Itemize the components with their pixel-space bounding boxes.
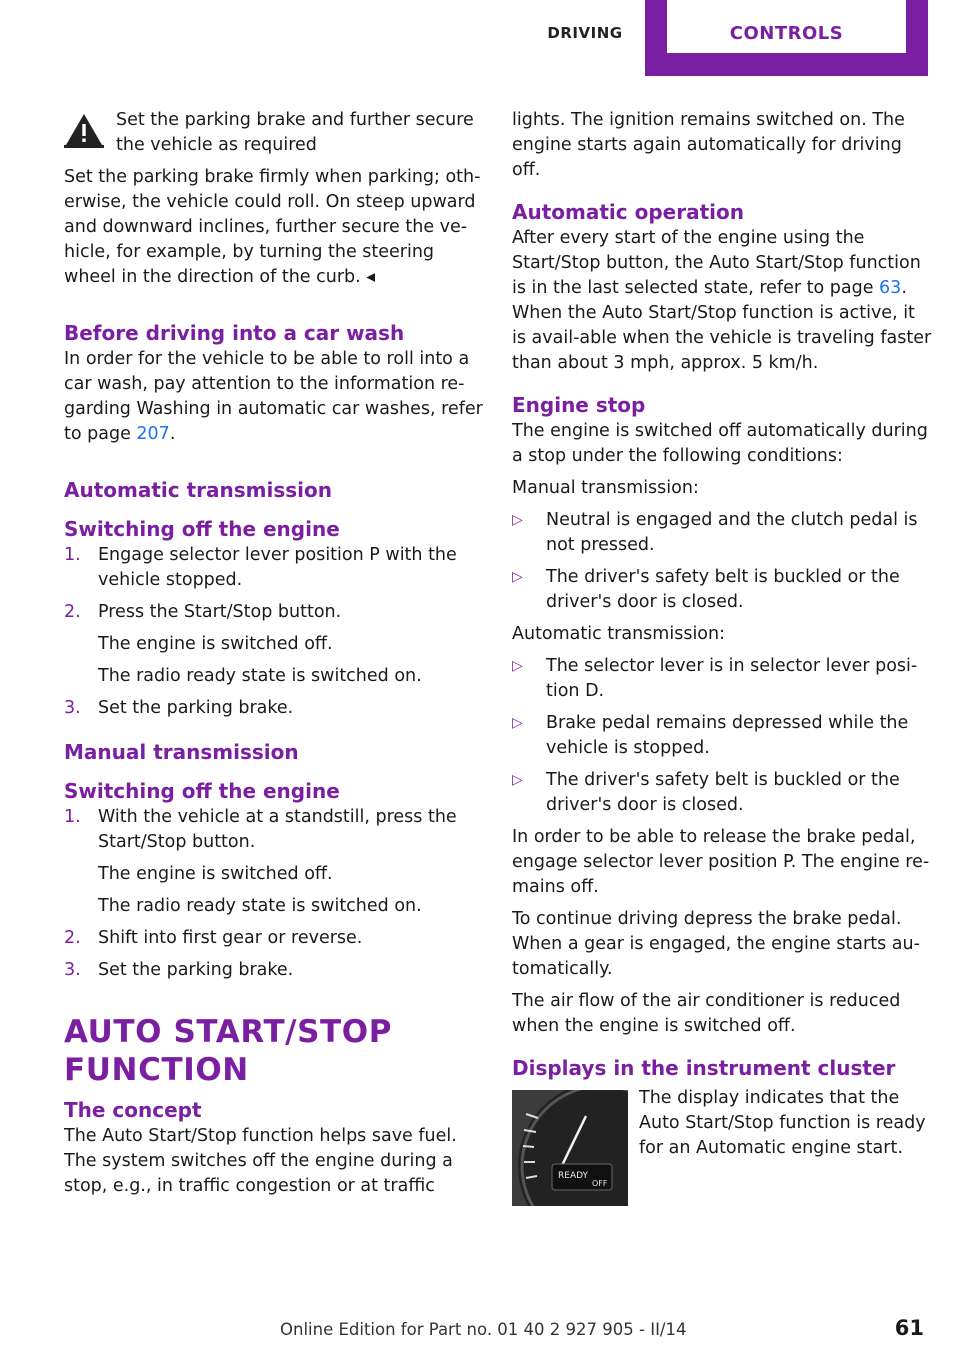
car-wash-text-end: . [169, 424, 176, 444]
manual-conditions-list [512, 508, 932, 615]
condition-text: The driver's safety belt is buckled or the driver's door is closed. [546, 770, 900, 815]
step-subtext: The engine is switched off. [98, 634, 333, 654]
concept-paragraph: The Auto Start/Stop function helps save fuel. The system switches off the engine during a stop, e.g., in traffic congestion or at traffic [64, 1126, 457, 1196]
car-wash-paragraph [64, 347, 484, 447]
header-tab-label: CONTROLS [667, 0, 906, 53]
continuation-paragraph: lights. The ignition remains switched on. The engine starts again automatically for driving off. [512, 110, 905, 180]
heading-manual-transmission: Manual transmission [64, 740, 299, 764]
list-item [64, 805, 484, 919]
list-item [64, 926, 484, 951]
step-text: With the vehicle at a standstill, press the Start/Stop button. [98, 807, 457, 852]
list-item [512, 508, 932, 558]
cluster-display-text: The display indicates that the Auto Start/Stop function is ready for an Automatic engine start. [639, 1088, 926, 1158]
condition-text: Brake pedal remains depressed while the vehicle is stopped. [546, 713, 909, 758]
air-flow-paragraph: The air flow of the air conditioner is reduced when the engine is switched off. [512, 991, 901, 1036]
warning-icon [64, 112, 104, 148]
step-number: 2. [64, 928, 81, 948]
cluster-display-row [512, 1086, 932, 1206]
step-subtext: The radio ready state is switched on. [98, 896, 422, 916]
auto-conditions-list [512, 654, 932, 818]
heading-car-wash: Before driving into a car wash [64, 321, 405, 345]
list-item [64, 600, 484, 689]
list-item [64, 543, 484, 593]
heading-automatic-operation: Automatic operation [512, 200, 744, 224]
bullet-triangle-icon: ▷ [512, 569, 523, 585]
left-column [64, 108, 484, 1206]
step-text: Shift into first gear or reverse. [98, 928, 363, 948]
release-brake-paragraph: In order to be able to release the brake pedal, engage selector lever position P. The engine re-mains off. [512, 827, 930, 897]
header-active-tab [645, 0, 928, 76]
step-number: 1. [64, 807, 81, 827]
manual-steps-list [64, 805, 484, 983]
step-subtext: The radio ready state is switched on. [98, 666, 422, 686]
auto-op-text-end: . When the Auto Start/Stop function is active, it is avail-able when the vehicle is traveling faster than about 3 mph, approx. 5 km/h. [512, 278, 932, 373]
auto-op-paragraph [512, 226, 932, 376]
step-text: Press the Start/Stop button. [98, 602, 342, 622]
auto-steps-list [64, 543, 484, 721]
step-text: Set the parking brake. [98, 960, 294, 980]
warning-block [64, 108, 484, 158]
instrument-cluster-image [512, 1090, 628, 1206]
gauge-off-text: OFF [592, 1179, 608, 1188]
gauge-ready-text: READY [558, 1171, 589, 1181]
list-item [512, 768, 932, 818]
condition-text: Neutral is engaged and the clutch pedal is not pressed. [546, 510, 918, 555]
bullet-triangle-icon: ▷ [512, 772, 523, 788]
chapter-title: AUTO START/STOP FUNCTION [64, 1014, 393, 1088]
warning-body: Set the parking brake firmly when parking; oth-erwise, the vehicle could roll. On steep upward and downward inclines, further secure the ve-hicle, for example, by turning the steering wheel in the direction of the curb. ◂ [64, 167, 481, 287]
warning-title-line1: Set the parking brake and further secure [116, 110, 474, 130]
step-subtext: The engine is switched off. [98, 864, 333, 884]
automatic-transmission-label: Automatic transmission: [512, 624, 725, 644]
manual-transmission-label: Manual transmission: [512, 478, 699, 498]
list-item [64, 696, 484, 721]
heading-the-concept: The concept [64, 1098, 202, 1122]
list-item [512, 565, 932, 615]
list-item [64, 958, 484, 983]
page-link-63[interactable]: 63 [879, 278, 902, 298]
bullet-triangle-icon: ▷ [512, 715, 523, 731]
heading-displays-cluster: Displays in the instrument cluster [512, 1056, 896, 1080]
condition-text: The selector lever is in selector lever posi-tion D. [546, 656, 918, 701]
step-number: 3. [64, 960, 81, 980]
page-link-207[interactable]: 207 [136, 424, 170, 444]
footer-edition-text: Online Edition for Part no. 01 40 2 927 905 - II/14 [280, 1320, 687, 1339]
heading-automatic-transmission: Automatic transmission [64, 478, 332, 502]
list-item [512, 711, 932, 761]
engine-stop-intro: The engine is switched off automatically during a stop under the following conditions: [512, 421, 928, 466]
continue-driving-paragraph: To continue driving depress the brake pedal. When a gear is engaged, the engine starts au-tomatically. [512, 909, 920, 979]
condition-text: The driver's safety belt is buckled or the driver's door is closed. [546, 567, 900, 612]
bullet-triangle-icon: ▷ [512, 512, 523, 528]
car-wash-text: In order for the vehicle to be able to roll into a car wash, pay attention to the information re-garding Washing in automatic car washes, refer to page [64, 349, 483, 444]
list-item [512, 654, 932, 704]
heading-engine-stop: Engine stop [512, 393, 646, 417]
warning-title-line2: the vehicle as required [116, 135, 317, 155]
step-text: Engage selector lever position P with the vehicle stopped. [98, 545, 457, 590]
right-column [512, 108, 932, 1206]
subheading-switching-off-manual: Switching off the engine [64, 779, 340, 803]
step-text: Set the parking brake. [98, 698, 294, 718]
step-number: 1. [64, 545, 81, 565]
auto-op-text: After every start of the engine using the Start/Stop button, the Auto Start/Stop function is in the last selected state, refer to page [512, 228, 921, 298]
header-section-label: DRIVING [547, 24, 623, 42]
page-number: 61 [894, 1316, 924, 1340]
step-number: 3. [64, 698, 81, 718]
bullet-triangle-icon: ▷ [512, 658, 523, 674]
step-number: 2. [64, 602, 81, 622]
subheading-switching-off-auto: Switching off the engine [64, 517, 340, 541]
